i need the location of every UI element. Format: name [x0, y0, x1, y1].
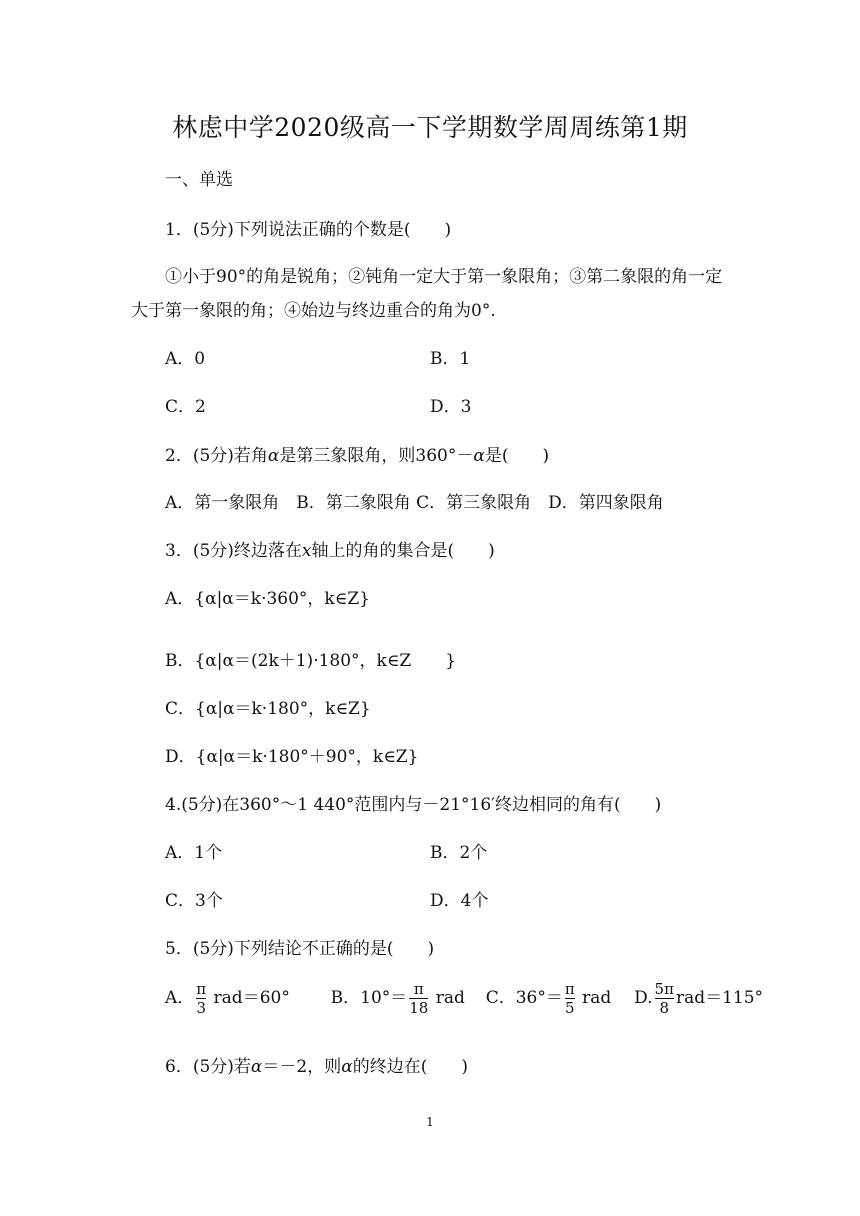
question-2-stem	[165, 441, 549, 466]
fraction-denominator: 8	[655, 998, 674, 1017]
question-3-option-b: B．{α|α＝(2k＋1)·180°，k∈Z }	[165, 651, 457, 671]
fraction-5pi-over-8	[655, 980, 674, 1017]
question-5-options	[165, 980, 763, 1017]
fraction-numerator: 5π	[654, 980, 674, 998]
question-2-stem-mid: 是第三象限角，则360°－	[279, 446, 474, 466]
question-1-option-c: C．2	[165, 397, 206, 417]
question-4-option-d: D．4个	[430, 891, 489, 911]
question-3-option-d: D．{α|α＝k·180°＋90°，k∈Z}	[165, 747, 419, 767]
page-number: 1	[426, 1115, 434, 1129]
alpha-symbol: α	[267, 446, 280, 466]
option-c-rest: rad	[582, 988, 612, 1008]
alpha-symbol: α	[473, 446, 485, 466]
option-d-rest: rad＝115°	[675, 988, 764, 1008]
alpha-symbol: α	[250, 1057, 263, 1077]
question-1-stem: 1．(5分)下列说法正确的个数是( )	[165, 220, 452, 240]
option-a-label: A．	[165, 988, 195, 1008]
x-symbol: x	[301, 541, 312, 561]
fraction-pi-over-18	[409, 980, 428, 1017]
question-4-option-a: A．1个	[165, 843, 223, 863]
question-6-stem	[165, 1052, 468, 1077]
alpha-symbol: α	[341, 1057, 353, 1077]
question-6-stem-post: 的终边在( )	[352, 1057, 468, 1077]
fraction-pi-over-5	[565, 980, 575, 1017]
option-d-label: D.	[634, 988, 653, 1008]
fraction-numerator: π	[196, 980, 207, 998]
fraction-denominator: 18	[409, 999, 429, 1017]
question-6-stem-pre: 6．(5分)若	[165, 1057, 251, 1077]
question-5-stem: 5．(5分)下列结论不正确的是( )	[165, 939, 435, 959]
fraction-numerator: π	[413, 980, 424, 998]
question-3-option-c: C．{α|α＝k·180°，k∈Z}	[165, 699, 371, 719]
question-1-desc-line2: 大于第一象限的角；④始边与终边重合的角为0°.	[131, 301, 496, 321]
question-3-stem-post: 轴上的角的集合是( )	[311, 541, 495, 561]
fraction-denominator: 3	[196, 999, 206, 1017]
question-2-options: A．第一象限角 B．第二象限角 C．第三象限角 D．第四象限角	[165, 493, 664, 513]
question-6-stem-mid: ＝－2，则	[262, 1057, 342, 1077]
question-3-stem	[165, 536, 495, 561]
fraction-pi-over-3	[196, 980, 206, 1017]
question-1-desc-line1: ①小于90°的角是锐角；②钝角一定大于第一象限角；③第二象限的角一定	[165, 267, 723, 287]
option-a-rest: rad＝60°	[213, 988, 290, 1008]
option-b-label: B．10°＝	[330, 988, 408, 1008]
question-1-option-d: D．3	[430, 397, 472, 417]
question-1-option-b: B．1	[430, 349, 471, 369]
question-4-option-b: B．2个	[430, 843, 488, 863]
fraction-denominator: 5	[565, 999, 575, 1017]
option-c-label: C．36°＝	[485, 988, 563, 1008]
question-3-stem-pre: 3．(5分)终边落在	[165, 541, 302, 561]
question-2-stem-post: 是( )	[484, 446, 550, 466]
fraction-numerator: π	[564, 980, 575, 998]
question-4-option-c: C．3个	[165, 891, 223, 911]
question-3-option-a: A．{α|α＝k·360°，k∈Z}	[165, 589, 370, 609]
question-4-stem: 4.(5分)在360°～1 440°范围内与－21°16′终边相同的角有( )	[165, 795, 662, 815]
question-1-option-a: A．0	[165, 349, 206, 369]
section-heading: 一、单选	[165, 170, 233, 190]
question-2-stem-pre: 2．(5分)若角	[165, 446, 268, 466]
option-b-rest: rad	[435, 988, 465, 1008]
page-title: 林虑中学2020级高一下学期数学周周练第1期	[172, 113, 688, 142]
